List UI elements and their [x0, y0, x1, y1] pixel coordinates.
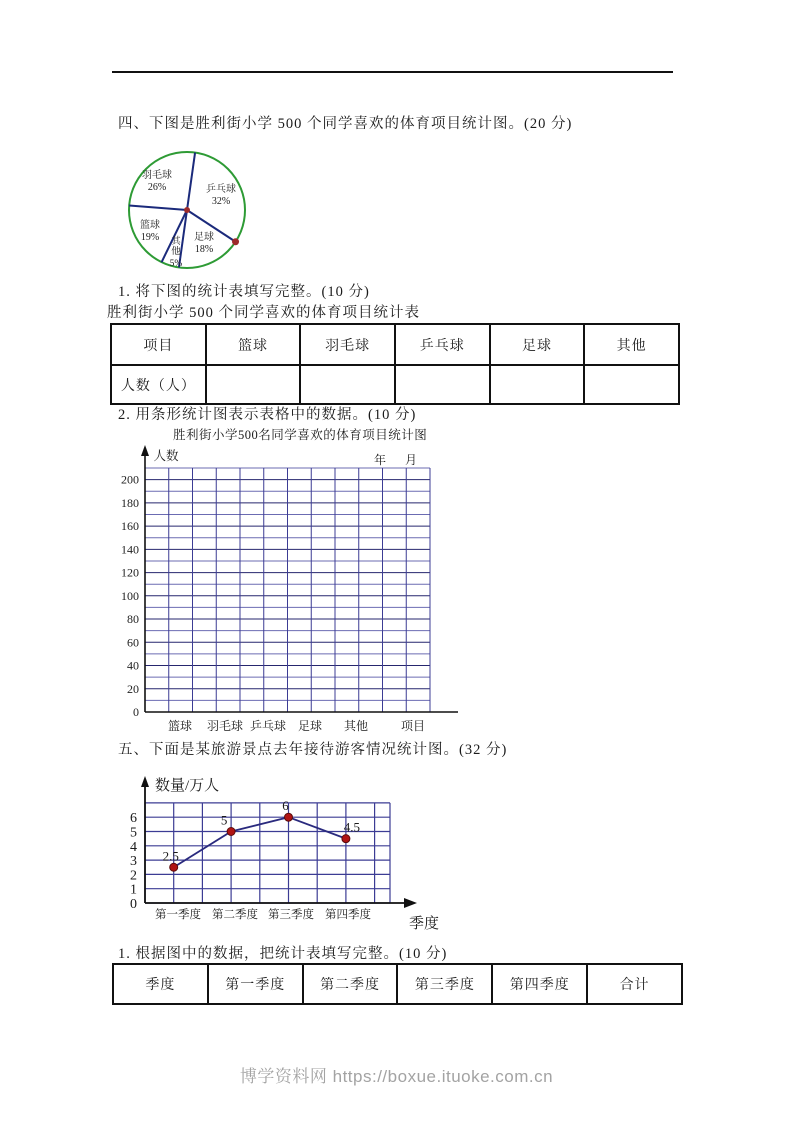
- quarters-table-header-cell: 第四季度: [492, 964, 587, 1004]
- pie-slice-pct: 18%: [194, 244, 214, 255]
- bar-category-label: 其他: [343, 719, 369, 733]
- line-data-point: [170, 863, 178, 871]
- sports-table-cell: [584, 365, 679, 404]
- sports-table-header-cell: 羽毛球: [300, 324, 395, 365]
- section5-q1: 1. 根据图中的数据，把统计表填写完整。(10 分): [118, 946, 448, 962]
- section4-q2: 2. 用条形统计图表示表格中的数据。(10 分): [118, 407, 417, 423]
- pie-slice-label: 羽毛球: [142, 170, 172, 181]
- bar-date-year-blank: 年: [373, 453, 387, 467]
- quarters-table-header-cell: 第二季度: [303, 964, 398, 1004]
- bar-chart-grid: [110, 440, 470, 736]
- line-ytick-label: 3: [130, 854, 137, 870]
- line-ytick-label: 2: [130, 868, 137, 884]
- line-x-axis-arrow: [404, 898, 417, 908]
- line-point-label: 2.5: [162, 848, 179, 864]
- line-y-axis-arrow: [141, 776, 149, 787]
- quarters-table-header-cell: 季度: [113, 964, 208, 1004]
- sports-table-header-cell: 项目: [111, 324, 206, 365]
- line-ytick-label: 0: [130, 897, 137, 912]
- bar-ytick-label: 80: [127, 612, 139, 627]
- pie-slice-label: 他: [171, 247, 181, 257]
- sports-table-data-row: [111, 365, 679, 404]
- bar-ytick-label: 40: [127, 658, 139, 673]
- sports-table-header-cell: 其他: [584, 324, 679, 365]
- line-category-label: 第三季度: [268, 909, 314, 921]
- sports-table-cell: [395, 365, 490, 404]
- line-ytick-label: 4: [130, 839, 137, 855]
- bar-ytick-label: 0: [133, 705, 139, 719]
- bar-xlabel: 项目: [400, 719, 426, 733]
- sports-table-title: 胜利街小学 500 个同学喜欢的体育项目统计表: [107, 305, 420, 321]
- bar-category-label: 乒乓球: [249, 719, 287, 733]
- line-data-point: [342, 835, 350, 843]
- line-ytick-label: 6: [130, 811, 137, 827]
- quarters-table-header-cell: 第三季度: [397, 964, 492, 1004]
- sports-table-cell: 人数（人）: [111, 365, 206, 404]
- sports-table-header-row: [111, 324, 679, 365]
- pie-center-dot: [184, 207, 190, 213]
- bar-category-label: 羽毛球: [206, 719, 244, 733]
- line-chart: [110, 765, 460, 937]
- pie-slice-pct: 5%: [169, 259, 183, 269]
- pie-slice-label: 足球: [194, 232, 214, 243]
- top-rule: [112, 71, 673, 73]
- sports-table-cell: [206, 365, 301, 404]
- pie-edge-dot: [232, 238, 239, 245]
- line-ytick-label: 5: [130, 825, 137, 841]
- bar-category-label: 足球: [297, 719, 323, 733]
- line-ytick-label: 1: [130, 882, 137, 898]
- pie-slice-label: 其: [171, 237, 181, 247]
- sports-table: [110, 323, 680, 405]
- line-category-label: 第二季度: [212, 909, 258, 921]
- bar-y-axis-arrow: [141, 445, 149, 456]
- line-point-label: 4.5: [343, 819, 361, 835]
- quarters-table-header-cell: 第一季度: [208, 964, 303, 1004]
- sports-table-cell: [490, 365, 585, 404]
- sports-table-header-cell: 乒乓球: [395, 324, 490, 365]
- sports-table-header-cell: 篮球: [206, 324, 301, 365]
- bar-ytick-label: 160: [121, 519, 139, 534]
- pie-slice-pct: 19%: [140, 232, 160, 243]
- line-category-label: 第一季度: [155, 909, 201, 921]
- bar-ytick-label: 20: [127, 681, 139, 696]
- pie-slice-label: 篮球: [140, 220, 160, 231]
- pie-slice-pct: 32%: [211, 196, 231, 207]
- section4-q1: 1. 将下图的统计表填写完整。(10 分): [118, 284, 370, 300]
- bar-category-label: 篮球: [167, 719, 193, 733]
- line-data-point: [285, 813, 293, 821]
- bar-ytick-label: 60: [127, 635, 139, 650]
- quarters-table-header-row: [113, 964, 682, 1004]
- pie-chart: [125, 147, 251, 273]
- bar-ytick-label: 100: [121, 588, 139, 603]
- bar-ytick-label: 180: [121, 495, 139, 510]
- bar-ytick-label: 120: [121, 565, 139, 580]
- section5-heading: 五、下面是某旅游景点去年接待游客情况统计图。(32 分): [118, 742, 508, 758]
- line-data-point: [227, 828, 235, 836]
- pie-slice-pct: 26%: [147, 182, 167, 193]
- bar-ylabel: 人数: [153, 449, 179, 463]
- bar-chart-title: 胜利街小学500名同学喜欢的体育项目统计图: [173, 428, 428, 442]
- quarters-table: [112, 963, 683, 1005]
- footer-text: 博学资料网 https://boxue.ituoke.com.cn: [239, 1067, 554, 1086]
- bar-ytick-label: 200: [121, 472, 139, 487]
- quarters-table-header-cell: 合计: [587, 964, 682, 1004]
- sports-table-header-cell: 足球: [490, 324, 585, 365]
- sports-table-cell: [300, 365, 395, 404]
- pie-slice-label: 乒乓球: [206, 184, 236, 195]
- line-point-label: 6: [282, 798, 289, 814]
- bar-date-month-blank: 月: [404, 453, 418, 467]
- line-point-label: 5: [220, 812, 228, 828]
- pie-divider-line: [129, 206, 187, 210]
- section4-heading: 四、下图是胜利街小学 500 个同学喜欢的体育项目统计图。(20 分): [118, 116, 573, 132]
- line-xlabel: 季度: [408, 916, 440, 932]
- line-category-label: 第四季度: [325, 909, 371, 921]
- line-ylabel: 数量/万人: [155, 778, 220, 794]
- pie-divider-line: [187, 153, 195, 210]
- bar-ytick-label: 140: [121, 542, 139, 557]
